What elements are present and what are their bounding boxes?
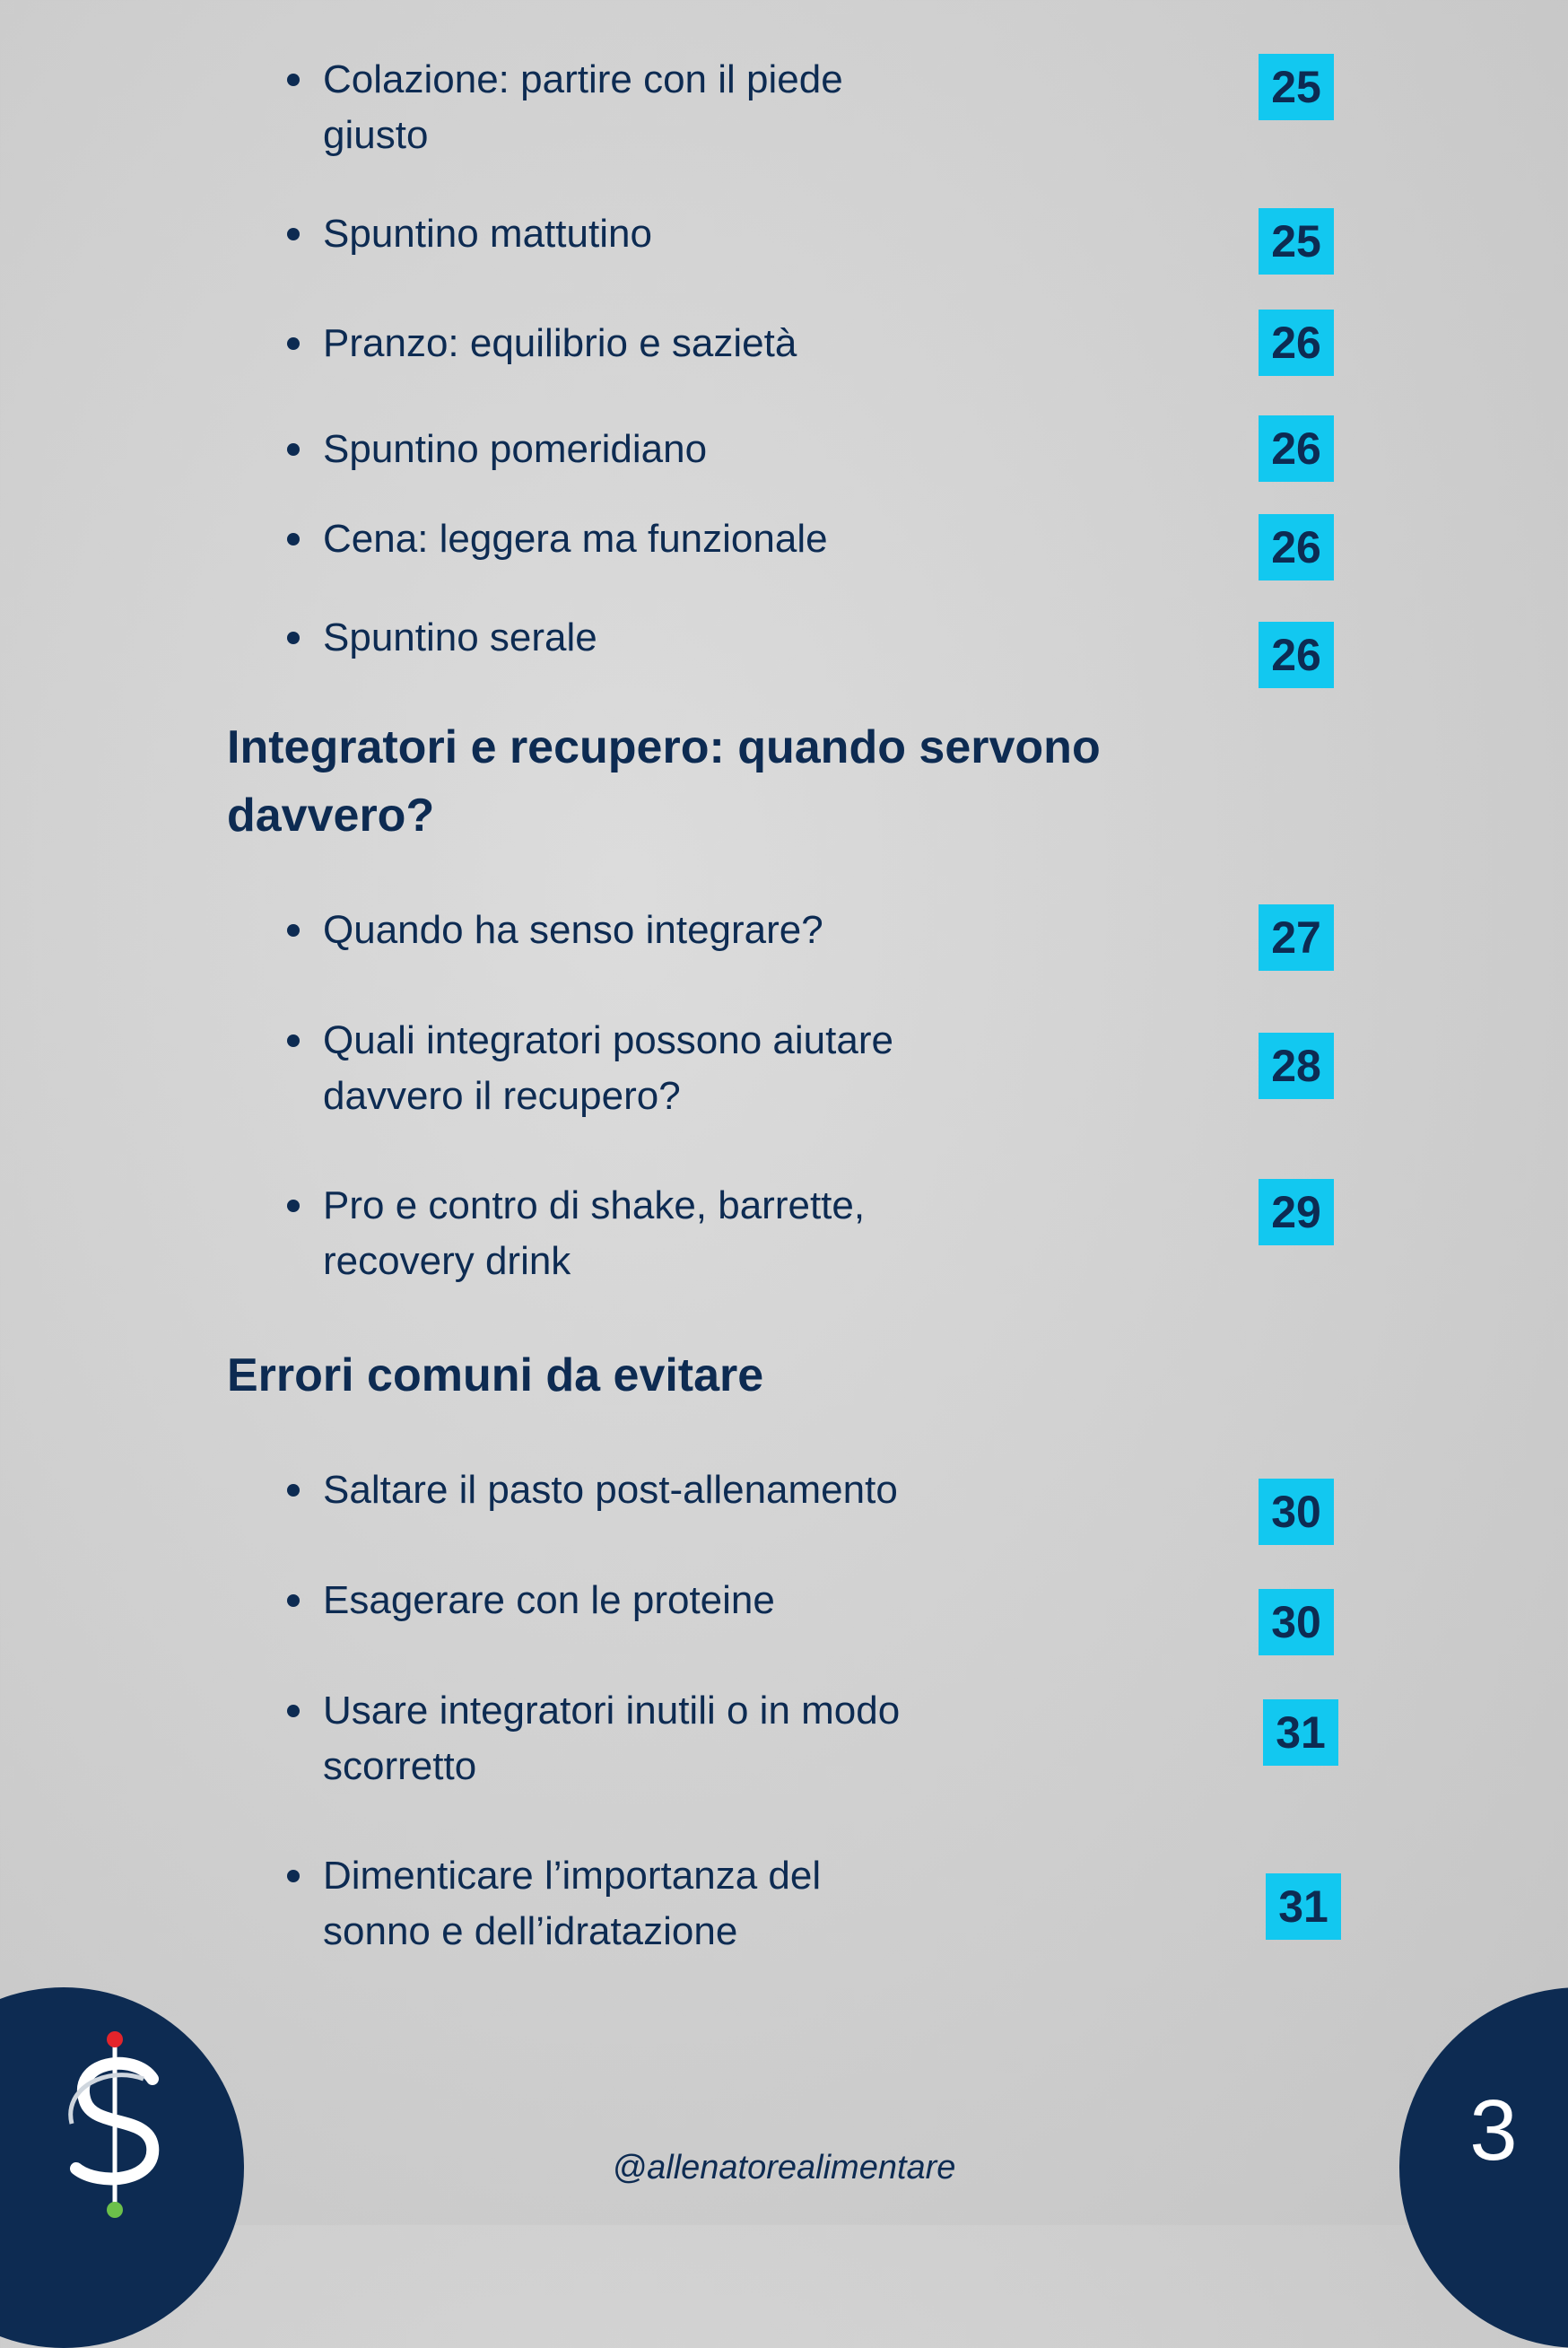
toc-item-label: Saltare il pasto post-allenamento — [323, 1468, 898, 1512]
section-title-line2: davvero? — [227, 790, 435, 842]
toc-item-label: Colazione: partire con il piede — [323, 57, 843, 101]
toc-item-label: Pranzo: equilibrio e sazietà — [323, 321, 797, 365]
toc-item-label: Usare integratori inutili o in modo — [323, 1689, 901, 1733]
bullet-icon — [287, 1594, 300, 1607]
page-number-badge[interactable]: 26 — [1259, 622, 1334, 688]
toc-item[interactable] — [283, 1683, 1001, 1794]
page-number-badge[interactable]: 27 — [1259, 904, 1334, 971]
page-number-badge[interactable]: 26 — [1259, 514, 1334, 580]
toc-item-label: Dimenticare l’importanza del — [323, 1854, 822, 1898]
toc-item-label-line2: recovery drink — [323, 1239, 571, 1283]
page-number-badge[interactable]: 26 — [1259, 415, 1334, 482]
toc-item[interactable] — [283, 1462, 1001, 1518]
page-number-badge[interactable]: 30 — [1259, 1589, 1334, 1655]
page-number-badge[interactable]: 30 — [1259, 1479, 1334, 1545]
page-number-badge[interactable]: 26 — [1259, 310, 1334, 376]
toc-item-label: Pro e contro di shake, barrette, — [323, 1183, 866, 1227]
toc-item-label: Esagerare con le proteine — [323, 1578, 775, 1622]
toc-item-label: Quando ha senso integrare? — [323, 908, 823, 952]
bullet-icon — [287, 1034, 300, 1047]
toc-item[interactable] — [283, 422, 1001, 477]
page-number: 3 — [1469, 2082, 1518, 2178]
toc-item-label-line2: sonno e dell’idratazione — [323, 1909, 738, 1953]
toc-item-label: Cena: leggera ma funzionale — [323, 517, 828, 561]
bullet-icon — [287, 924, 300, 937]
toc-item-label: Spuntino mattutino — [323, 212, 652, 256]
bullet-icon — [287, 1705, 300, 1717]
section-title[interactable] — [227, 713, 1259, 850]
bullet-icon — [287, 1200, 300, 1212]
page-number-badge[interactable]: 28 — [1259, 1033, 1334, 1099]
toc-item-label-line2: davvero il recupero? — [323, 1074, 681, 1118]
bullet-icon — [287, 74, 300, 86]
toc-item[interactable] — [283, 511, 1001, 567]
toc-item[interactable] — [283, 52, 1001, 163]
bullet-icon — [287, 1870, 300, 1882]
toc-item-label: Quali integratori possono aiutare — [323, 1018, 893, 1062]
section-title[interactable] — [227, 1341, 1259, 1410]
toc-item[interactable] — [283, 1573, 1001, 1628]
social-handle[interactable]: @allenatorealimentare — [612, 2149, 956, 2187]
page-number-badge[interactable]: 31 — [1266, 1873, 1341, 1940]
bullet-icon — [287, 337, 300, 350]
toc-item[interactable] — [283, 206, 1001, 262]
toc-item-label-line2: scorretto — [323, 1744, 477, 1788]
page-number-badge[interactable]: 25 — [1259, 54, 1334, 120]
bullet-icon — [287, 632, 300, 644]
bullet-icon — [287, 1484, 300, 1497]
bullet-icon — [287, 533, 300, 546]
page-number-badge[interactable]: 29 — [1259, 1179, 1334, 1245]
brand-logo-icon — [36, 2025, 197, 2222]
section-title-line1: Integratori e recupero: quando servono — [227, 721, 1101, 773]
toc-item[interactable] — [283, 1013, 1001, 1124]
page-number-badge[interactable]: 25 — [1259, 208, 1334, 275]
page-number-badge[interactable]: 31 — [1263, 1699, 1338, 1766]
bullet-icon — [287, 228, 300, 240]
toc-item[interactable] — [283, 610, 1001, 666]
toc-item[interactable] — [283, 903, 1001, 958]
toc-item-label-line2: giusto — [323, 113, 429, 157]
toc-item[interactable] — [283, 1178, 1001, 1289]
toc-item[interactable] — [283, 316, 1001, 371]
bullet-icon — [287, 443, 300, 456]
section-title-line1: Errori comuni da evitare — [227, 1349, 764, 1401]
toc-item-label: Spuntino serale — [323, 615, 597, 659]
toc-item-label: Spuntino pomeridiano — [323, 427, 708, 471]
toc-item[interactable] — [283, 1848, 1001, 1960]
